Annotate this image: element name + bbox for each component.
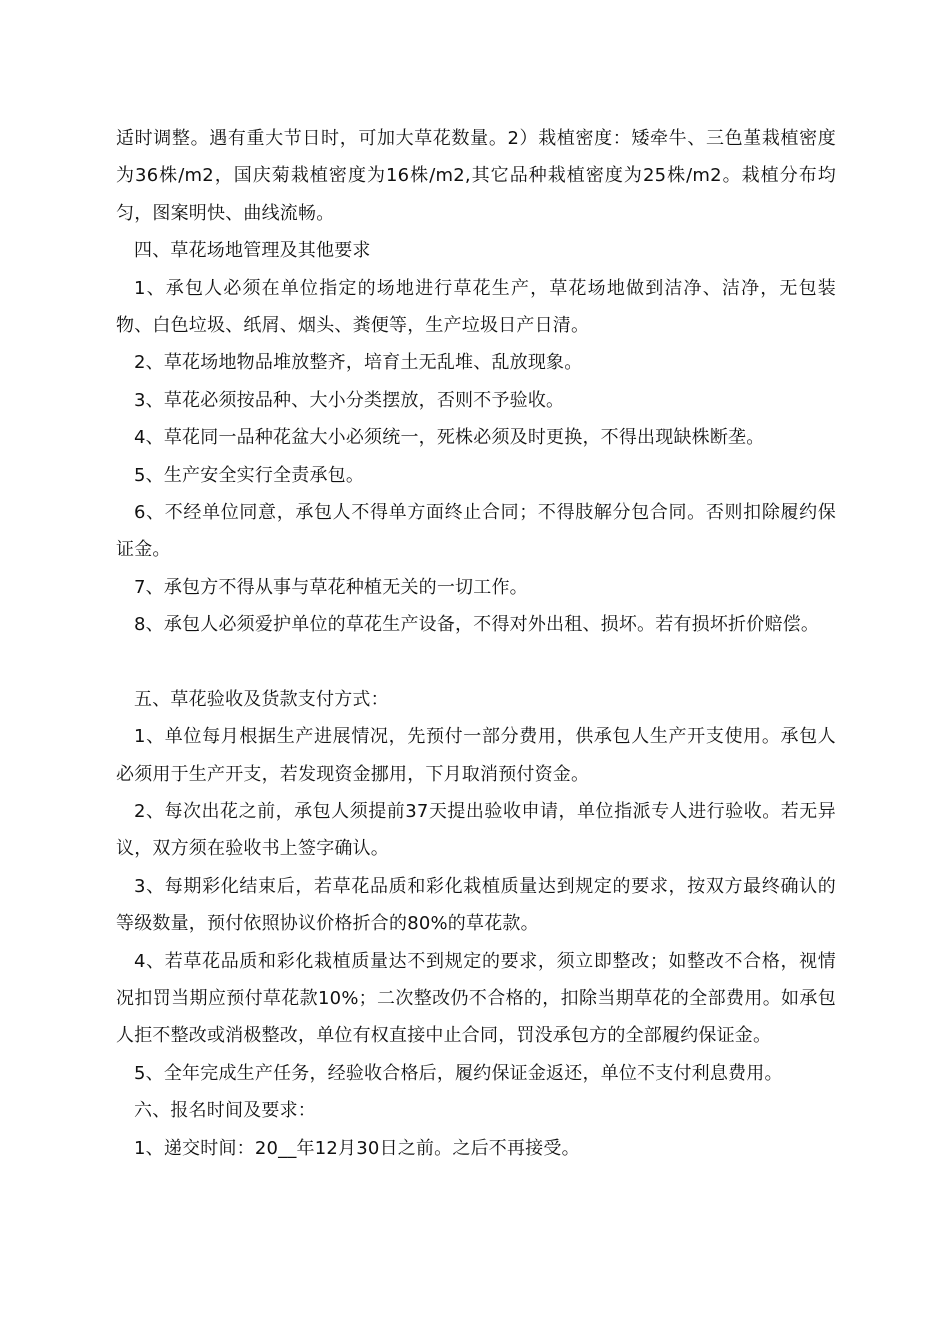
paragraph-4-1: 1、承包人必须在单位指定的场地进行草花生产，草花场地做到洁净、洁净，无包装物、白色垃圾、纸屑、烟头、粪便等，生产垃圾日产日清。 [116, 277, 836, 337]
paragraph-4-2: 2、草花场地物品堆放整齐，培育土无乱堆、乱放现象。 [134, 352, 583, 374]
paragraph-5-4: 4、若草花品质和彩化栽植质量达不到规定的要求，须立即整改；如整改不合格，视情况扣罚当期应预付草花款10%；二次整改仍不合格的，扣除当期草花的全部费用。如承包人拒不整改或消极整改，单位有权直接中止合同，罚没承包方的全部履约保证金。 [116, 950, 836, 1047]
paragraph-5-3: 3、每期彩化结束后，若草花品质和彩化栽植质量达到规定的要求，按双方最终确认的等级数量，预付依照协议价格折合的80%的草花款。 [116, 875, 836, 935]
paragraph-4-4: 4、草花同一品种花盆大小必须统一，死株必须及时更换，不得出现缺株断垄。 [134, 427, 765, 449]
document-body [116, 120, 836, 1167]
paragraph-6-1: 1、递交时间：20__年12月30日之前。之后不再接受。 [134, 1137, 580, 1159]
section-heading-5: 五、草花验收及货款支付方式： [134, 688, 389, 710]
paragraph-gap [116, 644, 836, 681]
paragraph-4-8: 8、承包人必须爱护单位的草花生产设备，不得对外出租、损坏。若有损坏折价赔偿。 [134, 614, 820, 636]
section-heading-6: 六、报名时间及要求： [134, 1100, 316, 1122]
paragraph-5-1: 1、单位每月根据生产进展情况，先预付一部分费用，供承包人生产开支使用。承包人必须用于生产开支，若发现资金挪用，下月取消预付资金。 [116, 726, 836, 785]
section-heading-4: 四、草花场地管理及其他要求 [134, 240, 371, 262]
paragraph-4-6: 6、不经单位同意，承包人不得单方面终止合同；不得肢解分包合同。否则扣除履约保证金。 [116, 502, 836, 561]
paragraph-4-7: 7、承包方不得从事与草花种植无关的一切工作。 [134, 576, 528, 598]
paragraph-4-5: 5、生产安全实行全责承包。 [134, 464, 365, 486]
paragraph-4-3: 3、草花必须按品种、大小分类摆放，否则不予验收。 [134, 389, 565, 411]
paragraph-5-2: 2、每次出花之前，承包人须提前37天提出验收申请，单位指派专人进行验收。若无异议，双方须在验收书上签字确认。 [116, 800, 836, 860]
paragraph-planting-density: 适时调整。遇有重大节日时，可加大草花数量。2）栽植密度：矮牵牛、三色堇栽植密度为36株/m2，国庆菊栽植密度为16株/m2,其它品种栽植密度为25株/m2。栽植分布均匀，图案明快、曲线流畅。 [116, 128, 836, 224]
paragraph-5-5: 5、全年完成生产任务，经验收合格后，履约保证金返还，单位不支付利息费用。 [134, 1062, 783, 1084]
